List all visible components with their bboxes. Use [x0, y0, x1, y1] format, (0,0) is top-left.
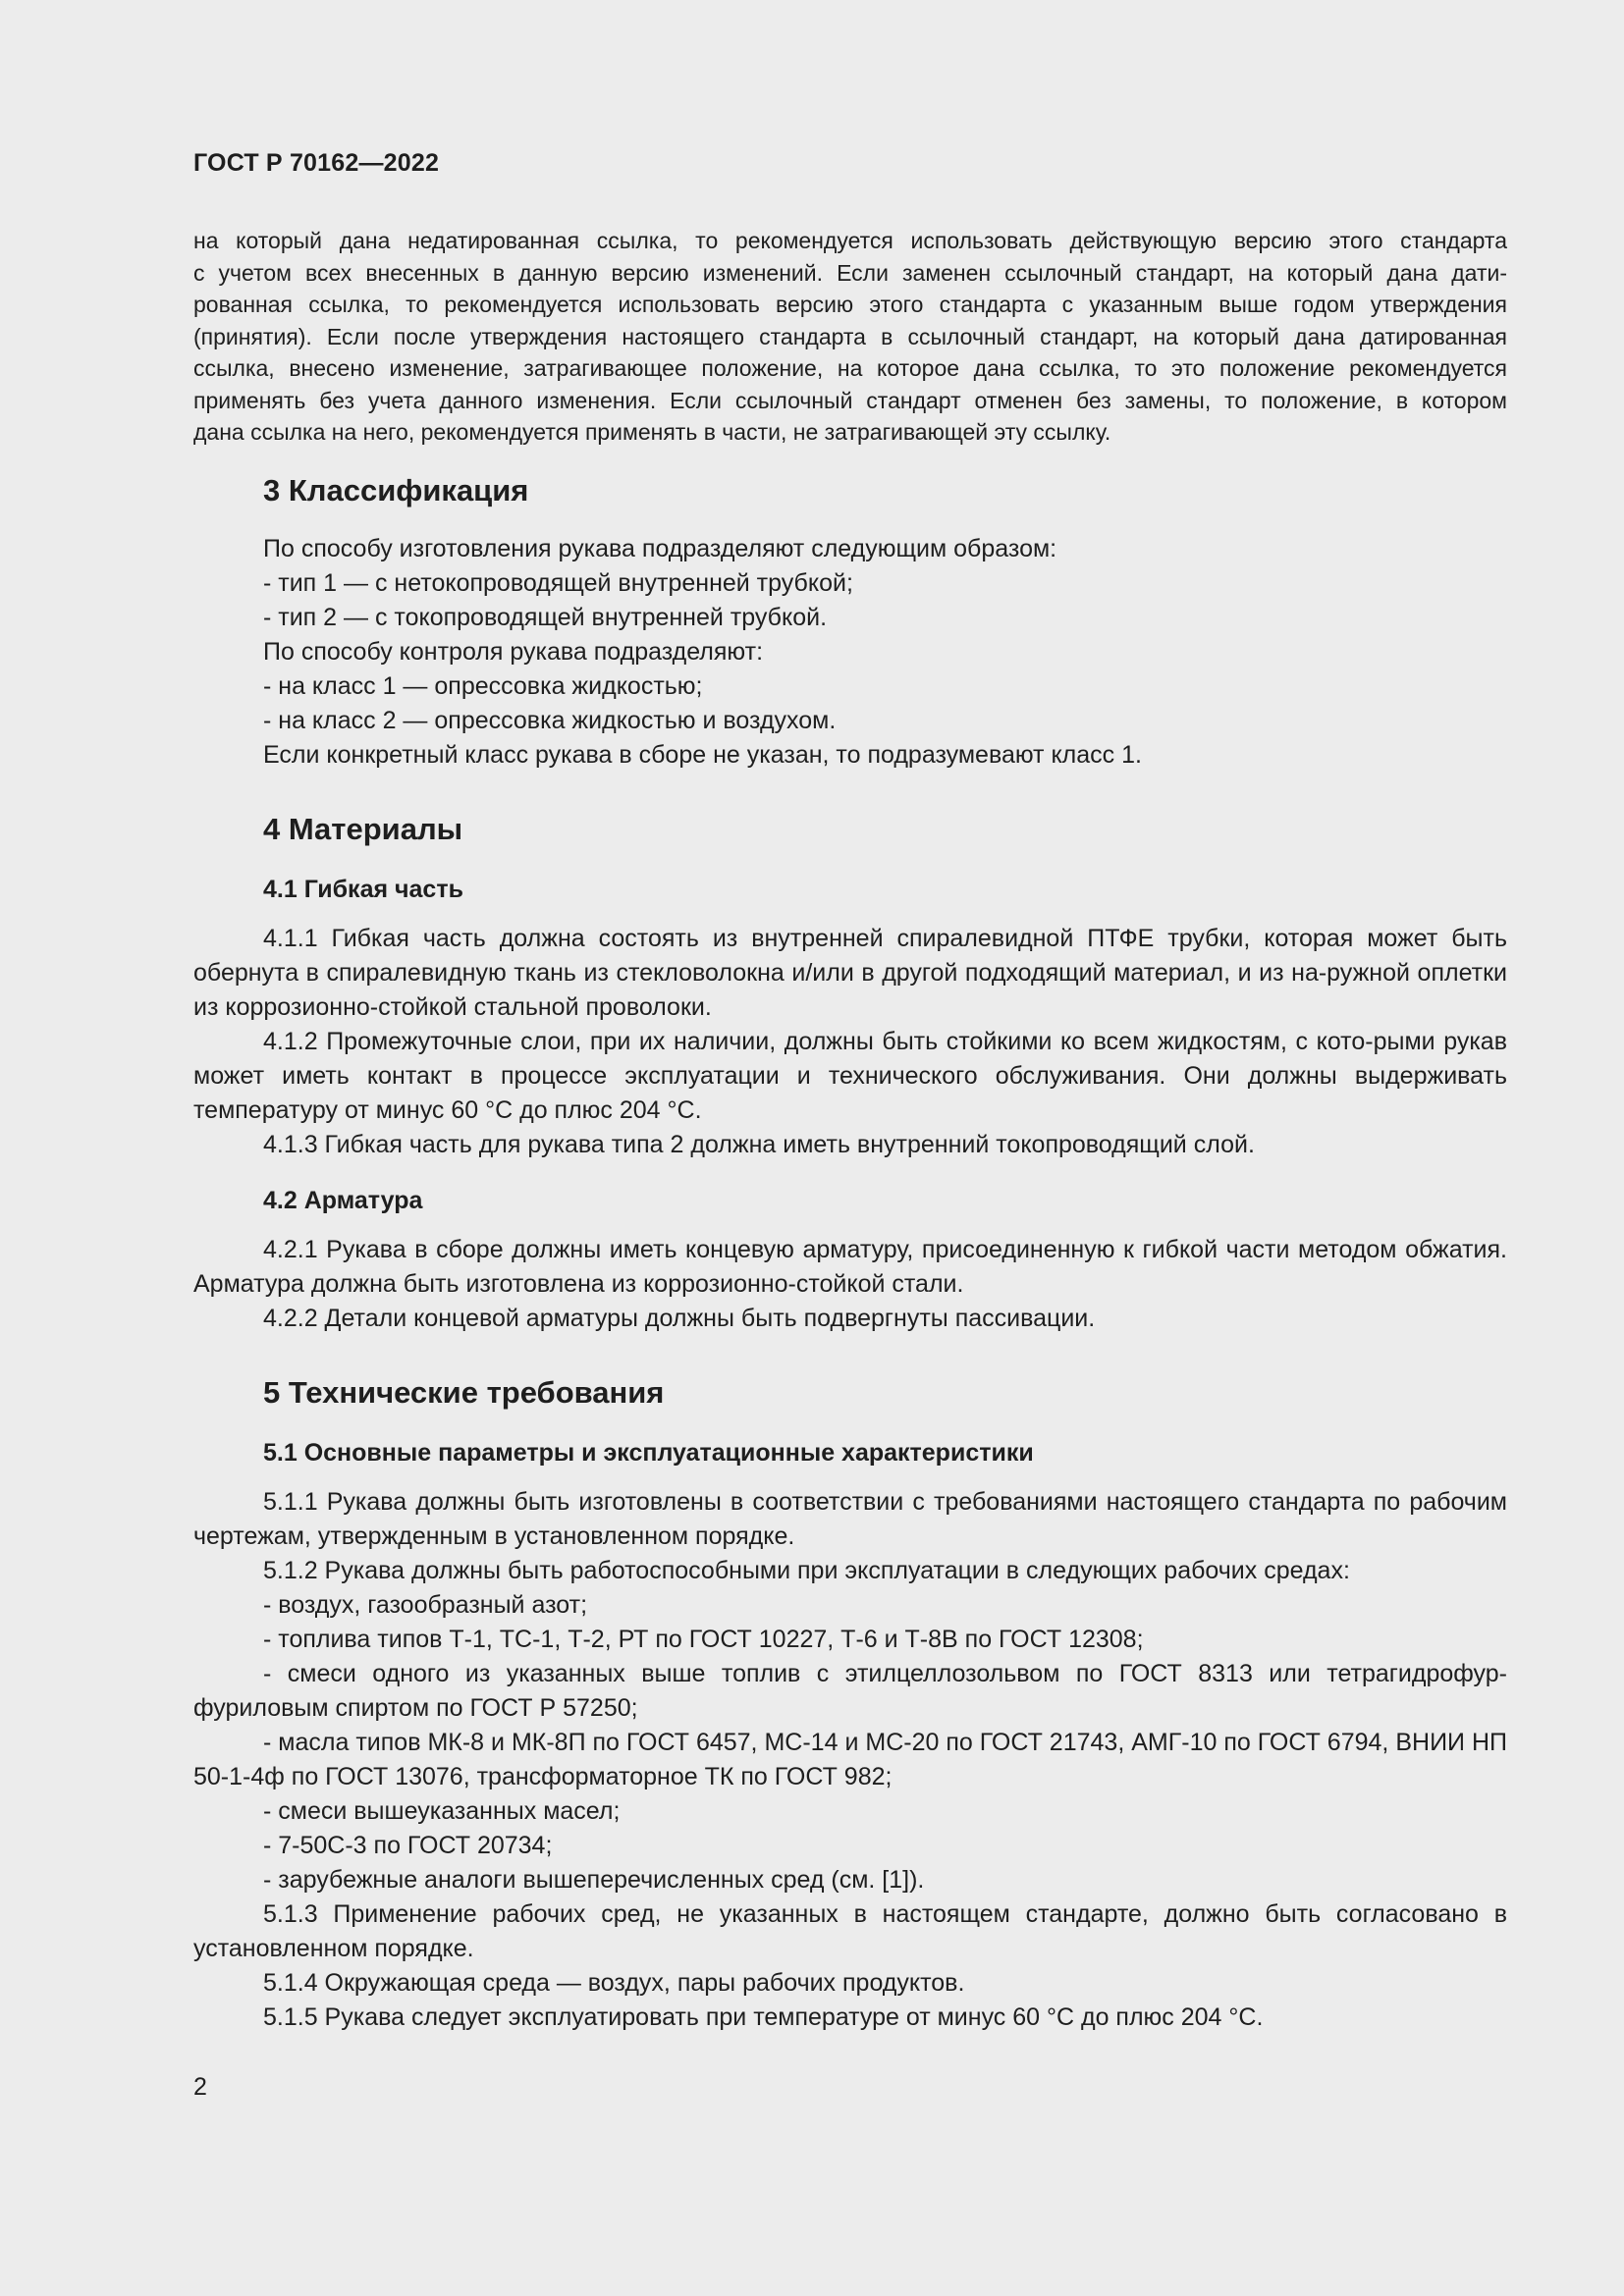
- working-medium-item: - воздух, газообразный азот;: [263, 1591, 588, 1619]
- classification-line: Если конкретный класс рукава в сборе не указан, то подразумевают класс 1.: [263, 741, 1142, 769]
- working-medium-item: - смеси одного из указанных выше топлив с этилцеллозольвом по ГОСТ 8313 или тетрагидрофур-фуриловым спиртом по ГОСТ Р 57250;: [193, 1660, 1507, 1722]
- clause-4-2-2: 4.2.2 Детали концевой арматуры должны быть подвергнуты пассивации.: [263, 1305, 1096, 1332]
- intro-line: применять без учета данного изменения. Если ссылочный стандарт отменен без замены, то положение, в котором: [193, 387, 1507, 413]
- clause-4-1-3: 4.1.3 Гибкая часть для рукава типа 2 должна иметь внутренний токопроводящий слой.: [263, 1131, 1255, 1158]
- working-medium-item: - 7-50С-3 по ГОСТ 20734;: [263, 1832, 553, 1859]
- intro-paragraph: [193, 225, 1507, 449]
- clause-4-2-1: 4.2.1 Рукава в сборе должны иметь концевую арматуру, присоединенную к гибкой части методом обжатия. Арматура должна быть изготовлена из коррозионно-стойкой стали.: [193, 1236, 1507, 1298]
- page-number: 2: [193, 2073, 207, 2101]
- section-4-heading: 4 Материалы: [263, 812, 463, 846]
- intro-line: (принятия). Если после утверждения настоящего стандарта в ссылочный стандарт, на который дана датированная: [193, 323, 1507, 349]
- working-medium-item: - топлива типов Т-1, ТС-1, Т-2, РТ по ГОСТ 10227, Т-6 и Т-8В по ГОСТ 12308;: [263, 1626, 1144, 1653]
- classification-line: По способу контроля рукава подразделяют:: [263, 638, 764, 666]
- document-code: ГОСТ Р 70162—2022: [193, 149, 440, 177]
- clause-5-1-2: 5.1.2 Рукава должны быть работоспособными при эксплуатации в следующих рабочих средах:: [263, 1557, 1350, 1584]
- classification-line: По способу изготовления рукава подразделяют следующим образом:: [263, 535, 1057, 562]
- intro-line: рованная ссылка, то рекомендуется использовать версию этого стандарта с указанным выше годом утверждения: [193, 292, 1507, 317]
- intro-line: с учетом всех внесенных в данную версию изменений. Если заменен ссылочный стандарт, на который дана дати-: [193, 259, 1507, 286]
- clause-5-1-1: 5.1.1 Рукава должны быть изготовлены в соответствии с требованиями настоящего стандарта по рабочим чертежам, утвержденным в установленном порядке.: [193, 1488, 1507, 1550]
- working-medium-item: - масла типов МК-8 и МК-8П по ГОСТ 6457, МС-14 и МС-20 по ГОСТ 21743, АМГ-10 по ГОСТ 6794, ВНИИ НП 50-1-4ф по ГОСТ 13076, трансформаторное ТК по ГОСТ 982;: [193, 1729, 1507, 1790]
- classification-line: - на класс 2 — опрессовка жидкостью и воздухом.: [263, 707, 837, 734]
- intro-line: дана ссылка на него, рекомендуется применять в части, не затрагивающей эту ссылку.: [193, 419, 1111, 445]
- main-content: [193, 471, 1507, 2035]
- intro-line: ссылка, внесено изменение, затрагивающее положение, на которое дана ссылка, то это положение рекомендуется: [193, 355, 1507, 381]
- working-medium-item: - зарубежные аналоги вышеперечисленных сред (см. [1]).: [263, 1866, 925, 1894]
- intro-line: на который дана недатированная ссылка, то рекомендуется использовать действующую версию этого стандарта: [193, 228, 1507, 253]
- clause-4-1-1: 4.1.1 Гибкая часть должна состоять из внутренней спиралевидной ПТФЕ трубки, которая может быть обернута в спиралевидную ткань из стекловолокна и/или в другой подходящий материал, и из на-ружной оплетки из коррозионно-стойкой стальной проволоки.: [193, 925, 1507, 1021]
- section-3-heading: 3 Классификация: [263, 473, 529, 507]
- section-3-body: [193, 532, 1507, 773]
- classification-line: - тип 1 — с нетокопроводящей внутренней трубкой;: [263, 569, 853, 597]
- clause-5-1-5: 5.1.5 Рукава следует эксплуатировать при температуре от минус 60 °С до плюс 204 °С.: [263, 2003, 1264, 2031]
- working-medium-item: - смеси вышеуказанных масел;: [263, 1797, 621, 1825]
- subsection-4-1-heading: 4.1 Гибкая часть: [263, 876, 463, 903]
- classification-line: - тип 2 — с токопроводящей внутренней трубкой.: [263, 604, 828, 631]
- clause-5-1-3: 5.1.3 Применение рабочих сред, не указанных в настоящем стандарте, должно быть согласовано в установленном порядке.: [193, 1900, 1507, 1962]
- classification-line: - на класс 1 — опрессовка жидкостью;: [263, 672, 703, 700]
- subsection-5-1-heading: 5.1 Основные параметры и эксплуатационные характеристики: [263, 1439, 1034, 1467]
- clause-5-1-4: 5.1.4 Окружающая среда — воздух, пары рабочих продуктов.: [263, 1969, 965, 1997]
- clause-4-1-2: 4.1.2 Промежуточные слои, при их наличии, должны быть стойкими ко всем жидкостям, с кото-рыми рукав может иметь контакт в процессе эксплуатации и технического обслуживания. Они должны выдерживать температуру от минус 60 °С до плюс 204 °С.: [193, 1028, 1507, 1124]
- subsection-4-2-heading: 4.2 Арматура: [263, 1187, 423, 1214]
- section-5-heading: 5 Технические требования: [263, 1375, 665, 1410]
